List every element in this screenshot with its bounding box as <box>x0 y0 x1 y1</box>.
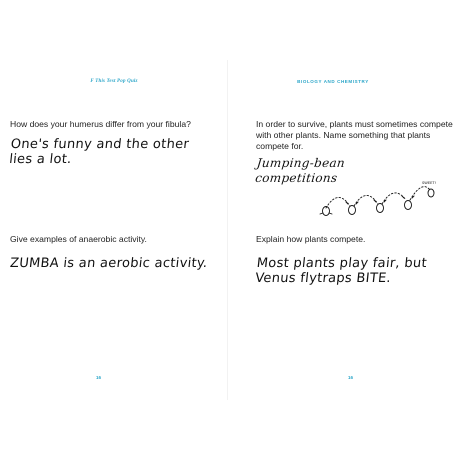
right-page-number: 16 <box>348 375 354 380</box>
right-page <box>228 0 456 456</box>
right-answer-1: Jumping-bean competitions <box>254 156 346 185</box>
left-running-header: F This Test Pop Quiz <box>90 79 138 84</box>
left-answer-2: ZUMBA is an aerobic activity. <box>9 256 209 271</box>
left-question-1: How does your humerus differ from your fibula? <box>10 119 191 129</box>
bean-2 <box>349 206 356 215</box>
bean-3 <box>377 204 384 213</box>
left-question-2: Give examples of anaerobic activity. <box>10 234 147 244</box>
bean-5 <box>428 189 434 197</box>
bean-4 <box>405 201 412 210</box>
doodle-caption: SWEET! <box>422 181 437 185</box>
left-answer-1: One's funny and the other lies a lot. <box>8 137 190 167</box>
jumping-bean-doodle <box>318 178 438 220</box>
right-question-1: In order to survive, plants must sometimes compete with other plants. Name something that plants compete for. <box>256 119 453 151</box>
left-page-number: 16 <box>96 375 102 380</box>
right-answer-2: Most plants play fair, but Venus flytraps BITE. <box>254 256 428 286</box>
right-running-header: BIOLOGY AND CHEMISTRY <box>297 79 369 84</box>
right-question-2: Explain how plants compete. <box>256 234 366 244</box>
